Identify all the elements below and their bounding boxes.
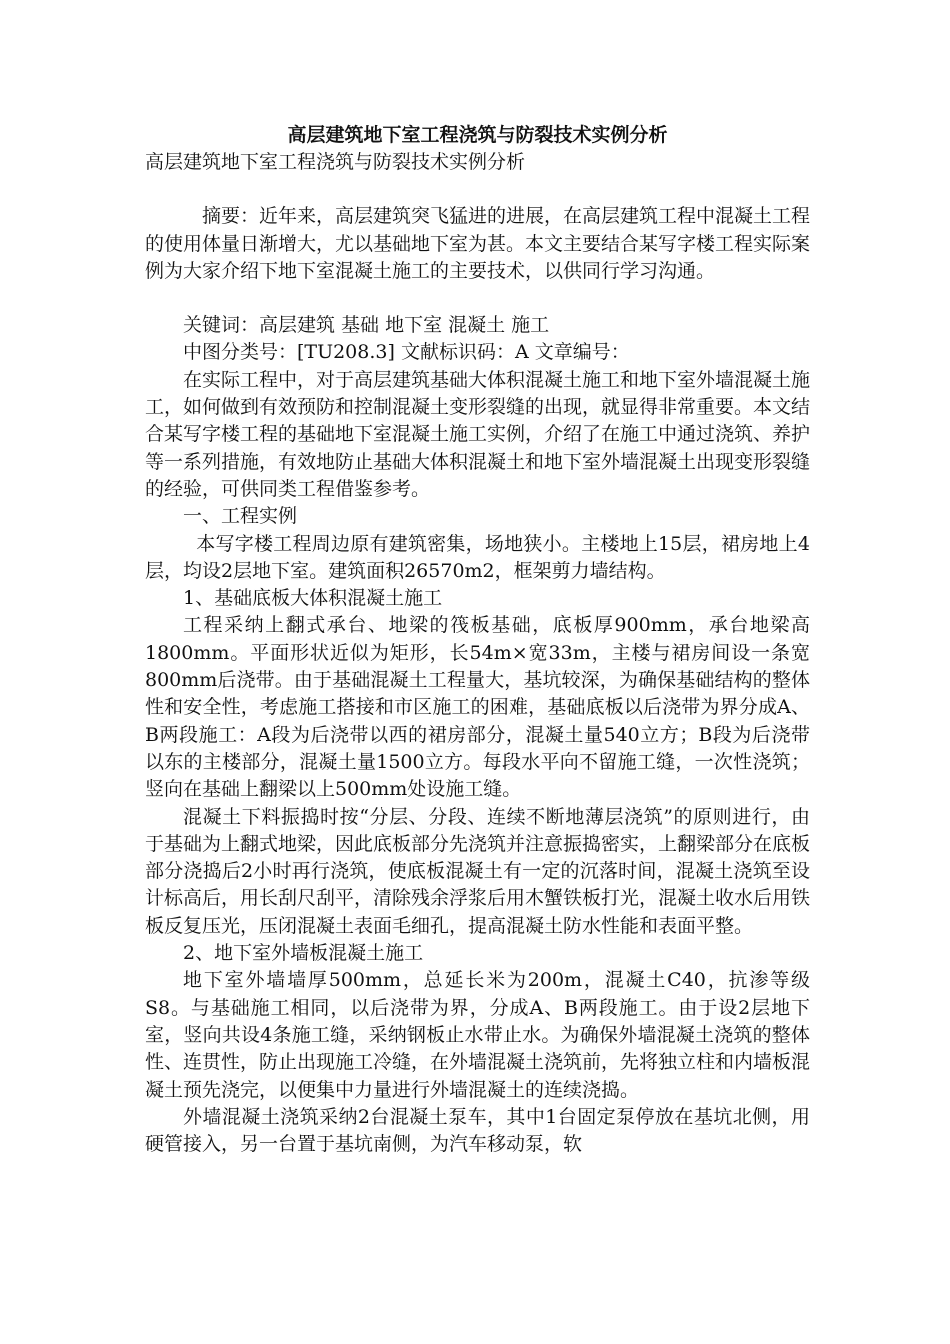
subsection-2-paragraph-1: 地下室外墙墙厚500mm，总延长米为200m，混凝土C40，抗渗等级S8。与基础施工相同，以后浇带为界，分成A、B两段施工。由于设2层地下室，竖向共设4条施工缝，采纳钢板止水带止水。为确保外墙混凝土浇筑的整体性、连贯性，防止出现施工冷缝，在外墙混凝土浇筑前，先将独立柱和内墙板混凝土预先浇完，以便集中力量进行外墙混凝土的连续浇捣。 (145, 969, 811, 1101)
subsection-1-paragraph-1: 工程采纳上翻式承台、地梁的筏板基础，底板厚900mm，承台地梁高1800mm。平面形状近似为矩形，长54m×宽33m，主楼与裙房间设一条宽800mm后浇带。由于基础混凝土工程量大，基坑较深，为确保基础结构的整体性和安全性，考虑施工搭接和市区施工的困难，基础底板以后浇带为界分成A、B两段施工：A段为后浇带以西的裙房部分，混凝土量540立方；B段为后浇带以东的主楼部分，混凝土量1500立方。每段水平向不留施工缝，一次性浇筑；竖向在基础上翻梁以上500mm处设施工缝。 (145, 614, 810, 801)
intro-paragraph: 在实际工程中，对于高层建筑基础大体积混凝土施工和地下室外墙混凝土施工，如何做到有效预防和控制混凝土变形裂缝的出现，就显得非常重要。本文结合某写字楼工程的基础地下室混凝土施工实例，介绍了在施工中通过浇筑、养护等一系列措施，有效地防止基础大体积混凝土和地下室外墙混凝土出现变形裂缝的经验，可供同类工程借鉴参考。 (145, 368, 811, 500)
spacer (145, 176, 810, 203)
subsection-1-paragraph-2: 混凝土下料振捣时按“分层、分段、连续不断地薄层浇筑”的原则进行，由于基础为上翻式地梁，因此底板部分先浇筑并注意振捣密实，上翻梁部分在底板部分浇捣后2小时再行浇筑，使底板混凝土有一定的沉落时间，混凝土浇筑至设计标高后，用长刮尺刮平，清除残余浮浆后用木蟹铁板打光，混凝土收水后用铁板反复压光，压闭混凝土表面毛细孔，提高混凝土防水性能和表面平整。 (145, 805, 811, 937)
subsection-heading-2: 2、地下室外墙板混凝土施工 (183, 942, 424, 965)
section-1-paragraph: 本写字楼工程周边原有建筑密集，场地狭小。主楼地上15层，裙房地上4层，均设2层地下室。建筑面积26570m2，框架剪力墙结构。 (145, 532, 810, 582)
subsection-2-paragraph-2: 外墙混凝土浇筑采纳2台混凝土泵车，其中1台固定泵停放在基坑北侧，用硬管接入，另一台置于基坑南侧，为汽车移动泵，软 (145, 1105, 810, 1156)
spacer (145, 285, 810, 312)
section-heading-1: 一、工程实例 (183, 505, 298, 528)
document-subtitle: 高层建筑地下室工程浇筑与防裂技术实例分析 (145, 151, 526, 173)
keywords-line: 关键词：高层建筑 基础 地下室 混凝土 施工 (183, 314, 550, 337)
document-body (145, 122, 810, 1158)
classification-line: 中图分类号：[TU208.3] 文献标识码：A 文章编号： (183, 341, 630, 364)
abstract-paragraph: 摘要：近年来，高层建筑突飞猛进的进展，在高层建筑工程中混凝土工程的使用体量日渐增大，尤以基础地下室为甚。本文主要结合某写字楼工程实际案例为大家介绍下地下室混凝土施工的主要技术，以供同行学习沟通。 (145, 205, 811, 282)
subsection-heading-1: 1、基础底板大体积混凝土施工 (183, 587, 443, 610)
document-title: 高层建筑地下室工程浇筑与防裂技术实例分析 (287, 124, 668, 146)
